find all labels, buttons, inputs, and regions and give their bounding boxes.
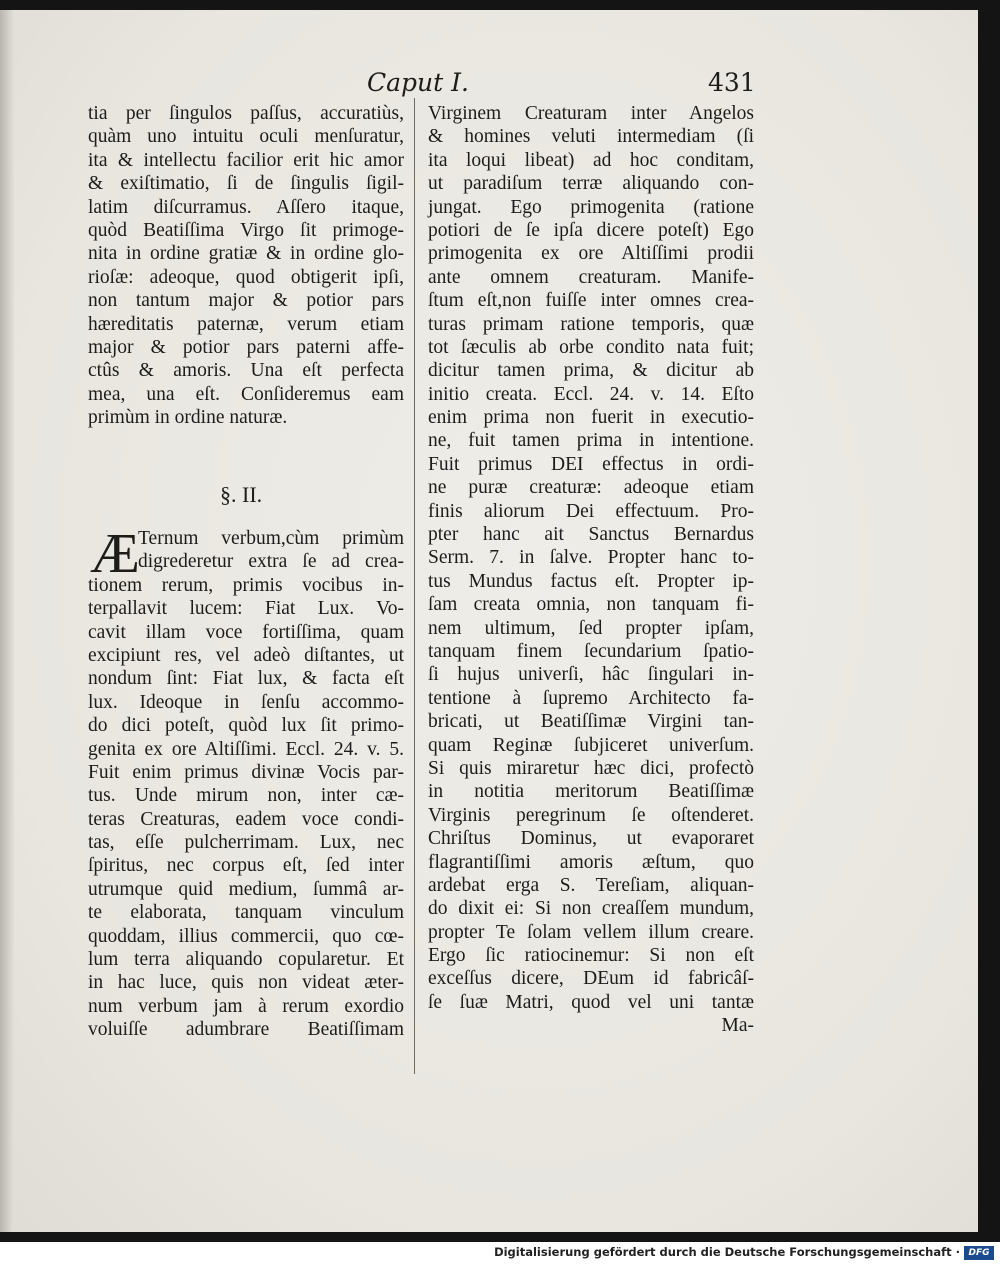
text-line: propter Te ſolam vellem illum creare. [428, 921, 754, 943]
text-line: turas primam ratione temporis, quæ [428, 313, 754, 335]
text-line: do dixit ei: Si non creaſſem mundum, [428, 898, 754, 920]
left-column [88, 102, 404, 429]
text-line: & exiſtimatio, ſi de ſingulis ſigil- [88, 173, 404, 195]
text-line: Serm. 7. in ſalve. Propter hanc to- [428, 547, 754, 569]
text-line: & homines veluti intermediam (ſi [428, 126, 754, 148]
text-line: exceſſus dicere, DEum id fabricâſ- [428, 968, 754, 990]
text-line: potiori de ſe ipſa dicere poteſt) Ego [428, 219, 754, 241]
left-column-top-paragraph [88, 102, 404, 429]
text-line: Virginis peregrinum ſe oſtenderet. [428, 804, 754, 826]
text-line: Virginem Creaturam inter Angelos [428, 103, 754, 124]
page-number: 431 [708, 68, 756, 97]
text-line: finis aliorum Dei effectuum. Pro- [428, 500, 754, 522]
text-line: ut paradiſum terræ aliquando con- [428, 173, 754, 195]
text-line: te elaborata, tanquam vinculum [88, 902, 404, 924]
text-line: quòd Beatiſſima Virgo ſit primoge- [88, 219, 404, 241]
text-line: quàm uno intuitu oculi menſuratur, [88, 126, 404, 148]
text-line: genita ex ore Altiſſimi. Eccl. 24. v. 5. [88, 738, 404, 760]
text-line: ardebat erga S. Tereſiam, aliquan- [428, 874, 754, 896]
text-line: do dici poteſt, quòd lux ſit primo- [88, 715, 404, 737]
text-line: ita loqui libeat) ad hoc conditam, [428, 149, 754, 171]
text-line: tus. Unde mirum non, inter cæ- [88, 785, 404, 807]
left-column-section-text [88, 523, 404, 1042]
text-line: nita in ordine gratiæ & in ordine glo- [88, 243, 404, 265]
text-line: tas, eſſe pulcherrimam. Lux, nec [88, 832, 404, 854]
text-line: Si quis miraretur hæc dici, profectò [428, 757, 754, 779]
right-column [428, 102, 754, 1038]
text-line: Ergo ſic ratiocinemur: Si non eſt [428, 945, 754, 967]
drop-cap-initial: Æ [90, 523, 140, 585]
text-line: quoddam, illius commercii, quo cœ- [88, 925, 404, 947]
dfg-logo: DFG [964, 1246, 994, 1260]
text-line: nem ultimum, ſed propter ipſam, [428, 617, 754, 639]
page-gutter [0, 10, 14, 1232]
text-line: quam Reginæ ſubjiceret univerſum. [428, 734, 754, 756]
text-line: dicitur tamen prima, & dicitur ab [428, 360, 754, 382]
text-line: primogenita ex ore Altiſſimi prodii [428, 243, 754, 265]
text-line: lum terra aliquando copularetur. Et [88, 949, 404, 971]
text-line: ſtum eſt,non fuiſſe inter omnes crea- [428, 290, 754, 312]
text-line: ante omnem creaturam. Manife- [428, 266, 754, 288]
text-line: utrumque quid medium, ſummâ ar- [88, 878, 404, 900]
text-line: mea, una eſt. Conſideremus eam [88, 383, 404, 405]
digitization-footer [0, 1242, 1000, 1264]
column-divider [414, 98, 415, 1074]
text-line: non tantum major & potior pars [88, 290, 404, 312]
text-line: ctûs & amoris. Una eſt perfecta [88, 360, 404, 382]
text-line: Chriſtus Dominus, ut evaporaret [428, 828, 754, 850]
text-line: digrederetur extra ſe ad crea- [138, 551, 404, 573]
text-line: lux. Ideoque in ſenſu accommo- [88, 691, 404, 713]
catchword: Ma- [721, 1015, 754, 1037]
text-line: cavit illam voce fortiſſima, quam [88, 621, 404, 643]
text-line: ſam creata omnia, non tanquam fi- [428, 594, 754, 616]
text-line: flagrantiſſimi amoris æſtum, quo [428, 851, 754, 873]
text-line: ſpiritus, nec corpus eſt, ſed inter [88, 855, 404, 877]
text-line: hæreditatis paternæ, verum etiam [88, 313, 404, 335]
text-line: tus Mundus factus eſt. Propter ip- [428, 570, 754, 592]
text-line: initio creata. Eccl. 24. v. 14. Eſto [428, 383, 754, 405]
text-line: ſi hujus univerſi, hâc ſingulari in- [428, 664, 754, 686]
text-line: tanquam finem ſecundarium ſpatio- [428, 640, 754, 662]
text-line: ne, fuit tamen prima in intentione. [428, 430, 754, 452]
text-line: excipiunt res, vel adeò diſtantes, ut [88, 644, 404, 666]
text-line: Ternum verbum,cùm primùm [138, 528, 404, 549]
text-line: nondum ſint: Fiat lux, & facta eſt [88, 668, 404, 690]
text-line: Fuit enim primus divinæ Vocis par- [88, 761, 404, 783]
text-line: in notitia meritorum Beatiſſimæ [428, 781, 754, 803]
text-line: in hac luce, quis non videat æter- [88, 972, 404, 994]
text-line: latim diſcurramus. Aſſero itaque, [88, 196, 404, 218]
text-line: tentione à ſupremo Architecto fa- [428, 687, 754, 709]
text-line: jungat. Ego primogenita (ratione [428, 196, 754, 218]
text-line: pter hanc ait Sanctus Bernardus [428, 524, 754, 546]
text-line: ne puræ creaturæ: adeoque etiam [428, 477, 754, 499]
text-line: ita & intellectu facilior erit hic amor [88, 149, 404, 171]
text-line: voluiſſe adumbrare Beatiſſimam [88, 1019, 404, 1041]
text-line: rioſæ: adeoque, quod obtigerit ipſi, [88, 266, 404, 288]
text-line: tionem rerum, primis vocibus in- [88, 574, 404, 596]
section-heading: §. II. [220, 482, 263, 507]
footer-credit: Digitalisierung gefördert durch die Deutsche Forschungsgemeinschaft · [494, 1245, 960, 1259]
text-line: enim prima non fuerit in executio- [428, 407, 754, 429]
text-line: Fuit primus DEI effectus in ordi- [428, 453, 754, 475]
text-line: teras Creaturas, eadem voce condi- [88, 808, 404, 830]
text-line: num verbum jam à rerum exordio [88, 995, 404, 1017]
text-line: primùm in ordine naturæ. [88, 407, 288, 429]
text-line: tia per ſingulos paſſus, accuratiùs, [88, 103, 404, 124]
text-line: bricati, ut Beatiſſimæ Virgini tan- [428, 711, 754, 733]
text-line: terpallavit lucem: Fiat Lux. Vo- [88, 598, 404, 620]
text-line: major & potior pars paterni affe- [88, 336, 404, 358]
running-title: Caput I. [367, 68, 469, 97]
text-line: tot ſæculis ab orbe condito nata fuit; [428, 336, 754, 358]
text-line: ſe ſuæ Matri, quod vel uni tantæ [428, 991, 754, 1013]
